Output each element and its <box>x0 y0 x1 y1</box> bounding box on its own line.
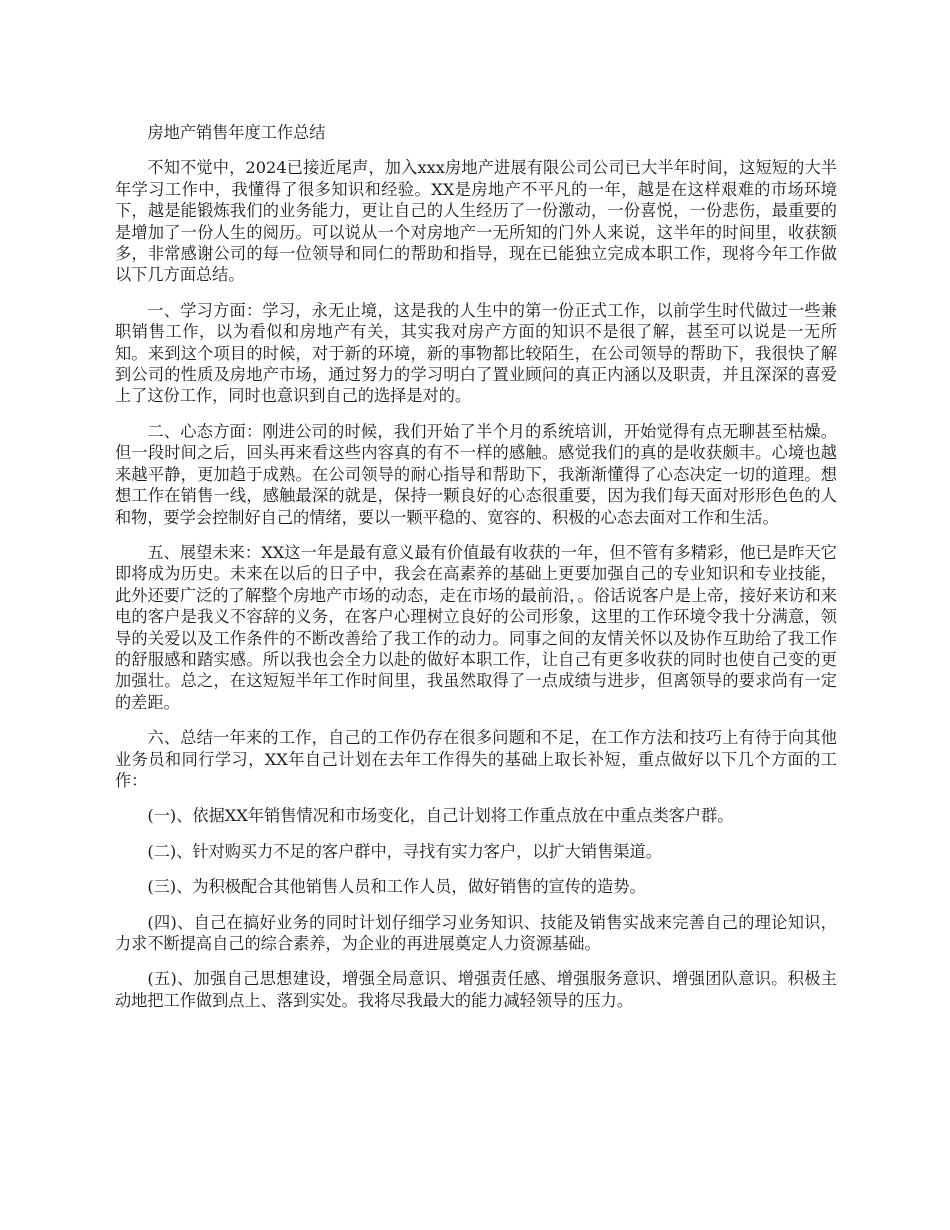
plan-item-3: (三)、为积极配合其他销售人员和工作人员，做好销售的宣传的造势。 <box>147 877 646 897</box>
paragraph-mindset: 二、心态方面：刚进公司的时候，我们开始了半个月的系统培训，开始觉得有点无聊甚至枯燥。但一段时间之后，回头再来看这些内容真的有不一样的感触。感觉我们的真的是收获颇丰。心境也越来越平静，更加趋于成熟。在公司领导的耐心指导和帮助下，我渐渐懂得了心态决定一切的道理。想想工作在销售一线，感触最深的就是，保持一颗良好的心态很重要，因为我们每天面对形形色色的人和物，要学会控制好自己的情绪，要以一颗平稳的、宽容的、积极的心态去面对工作和生活。 <box>115 421 837 527</box>
plan-item-1: (一)、依据XX年销售情况和市场变化，自己计划将工作重点放在中重点类客户群。 <box>147 806 734 826</box>
plan-item-5: (五)、加强自己思想建设，增强全局意识、增强责任感、增强服务意识、增强团队意识。积极主动地把工作做到点上、落到实处。我将尽我最大的能力减轻领导的压力。 <box>115 969 837 1010</box>
paragraph-summary: 六、总结一年来的工作，自己的工作仍存在很多问题和不足，在工作方法和技巧上有待于向其他业务员和同行学习，XX年自己计划在去年工作得失的基础上取长补短，重点做好以下几个方面的工作： <box>115 728 837 790</box>
paragraph-intro: 不知不觉中，2024已接近尾声，加入xxx房地产进展有限公司公司已大半年时间，这短短的大半年学习工作中，我懂得了很多知识和经验。XX是房地产不平凡的一年，越是在这样艰难的市场环境下，越是能锻炼我们的业务能力，更让自己的人生经历了一份激动，一份喜悦，一份悲伤，最重要的是增加了一份人生的阅历。可以说从一个对房地产一无所知的门外人来说，这半年的时间里，收获额多，非常感谢公司的每一位领导和同仁的帮助和指导，现在已能独立完成本职工作，现将今年工作做以下几方面总结。 <box>115 158 837 285</box>
paragraph-outlook: 五、展望未来：XX这一年是最有意义最有价值最有收获的一年，但不管有多精彩，他已是昨天它即将成为历史。未来在以后的日子中，我会在高素养的基础上更要加强自己的专业知识和专业技能，此外还要广泛的了解整个房地产市场的动态，走在市场的最前沿，。俗话说客户是上帝，接好来访和来电的客户是我义不容辞的义务，在客户心理树立良好的公司形象，这里的工作环境令我十分满意，领导的关爱以及工作条件的不断改善给了我工作的动力。同事之间的友情关怀以及协作互助给了我工作的舒服感和踏实感。所以我也会全力以赴的做好本职工作，让自己有更多收获的同时也使自己变的更加强壮。总之，在这短短半年工作时间里，我虽然取得了一点成绩与进步，但离领导的要求尚有一定的差距。 <box>115 542 837 712</box>
document-title: 房地产销售年度工作总结 <box>147 123 326 142</box>
paragraph-study: 一、学习方面：学习，永无止境，这是我的人生中的第一份正式工作，以前学生时代做过一些兼职销售工作，以为看似和房地产有关，其实我对房产方面的知识不是很了解，甚至可以说是一无所知。来到这个项目的时候，对于新的环境，新的事物都比较陌生，在公司领导的帮助下，我很快了解到公司的性质及房地产市场，通过努力的学习明白了置业顾问的真正内涵以及职责，并且深深的喜爱上了这份工作，同时也意识到自己的选择是对的。 <box>115 300 837 406</box>
plan-item-2: (二)、针对购买力不足的客户群中，寻找有实力客户，以扩大销售渠道。 <box>147 841 662 861</box>
plan-item-4: (四)、自己在搞好业务的同时计划仔细学习业务知识、技能及销售实战来完善自己的理论知识，力求不断提高自己的综合素养，为企业的再进展奠定人力资源基础。 <box>115 912 837 953</box>
document-body <box>115 122 837 1025</box>
